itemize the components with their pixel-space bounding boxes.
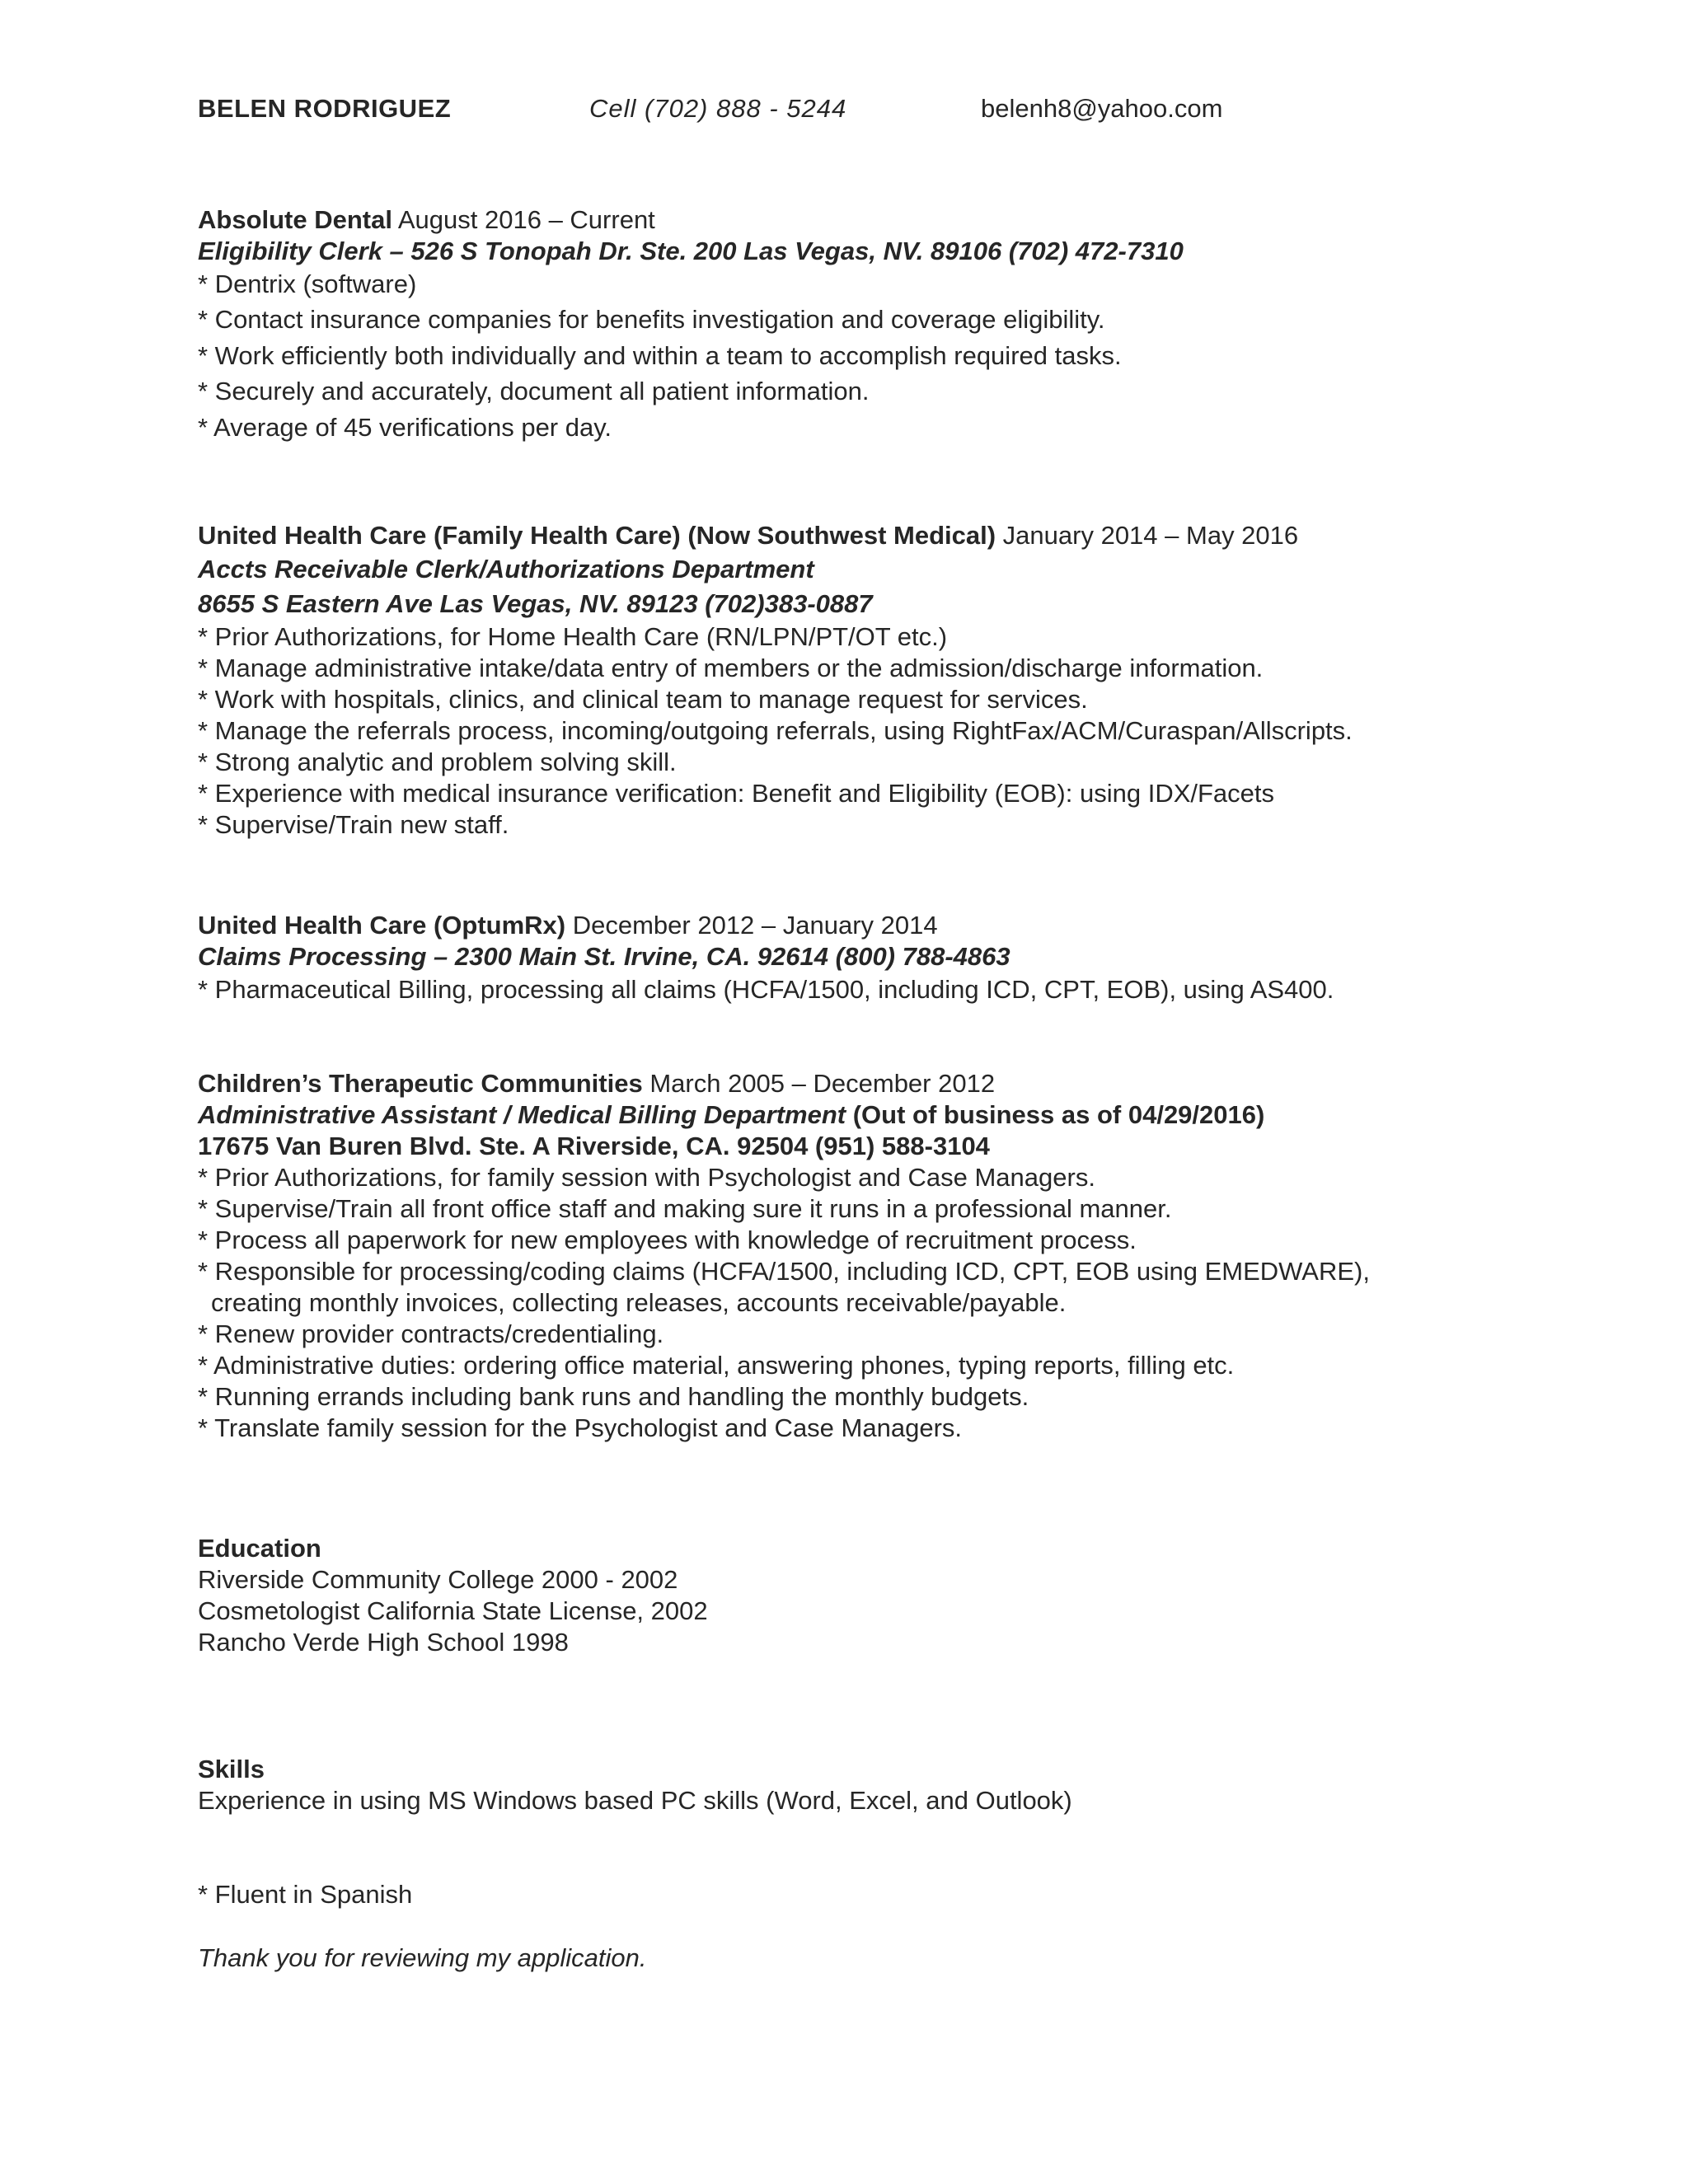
bullet-item: * Prior Authorizations, for family session with Psychologist and Case Managers. — [198, 1163, 1095, 1192]
education-section — [198, 1533, 1500, 1658]
closing-line: Thank you for reviewing my application. — [198, 1943, 647, 1972]
bullet-item: * Dentrix (software) — [198, 269, 417, 298]
company-name: United Health Care (OptumRx) — [198, 911, 566, 940]
bullet-item: * Strong analytic and problem solving skill. — [198, 748, 677, 776]
fluent-language: * Fluent in Spanish — [198, 1880, 413, 1909]
bullet-item: * Prior Authorizations, for Home Health Care (RN/LPN/PT/OT etc.) — [198, 622, 948, 651]
job-address: 17675 Van Buren Blvd. Ste. A Riverside, CA. 92504 (951) 588-3104 — [198, 1132, 990, 1160]
bullet-item: * Administrative duties: ordering office material, answering phones, typing reports, filling etc. — [198, 1351, 1235, 1380]
bullet-item: * Pharmaceutical Billing, processing all claims (HCFA/1500, including ICD, CPT, EOB), using AS400. — [198, 975, 1334, 1004]
bullet-item: * Responsible for processing/coding claims (HCFA/1500, including ICD, CPT, EOB using EMEDWARE), — [198, 1257, 1370, 1286]
business-status: (Out of business as of 04/29/2016) — [846, 1100, 1265, 1129]
bullet-item: * Experience with medical insurance verification: Benefit and Eligibility (EOB): using IDX/Facets — [198, 779, 1275, 808]
contact-header — [198, 94, 1500, 135]
bullet-item: * Securely and accurately, document all patient information. — [198, 377, 870, 405]
cell-phone: Cell (702) 888 - 5244 — [589, 94, 847, 123]
bullet-item: * Average of 45 verifications per day. — [198, 413, 612, 442]
language-skill — [198, 1879, 1500, 1910]
employment-dates: January 2014 – May 2016 — [996, 521, 1299, 550]
education-item: Riverside Community College 2000 - 2002 — [198, 1565, 678, 1594]
job-united-health-care-family — [198, 519, 1500, 841]
education-item: Cosmetologist California State License, 2002 — [198, 1596, 708, 1625]
job-childrens-therapeutic — [198, 1068, 1500, 1444]
job-optumrx — [198, 910, 1500, 1007]
bullet-item: * Contact insurance companies for benefits investigation and coverage eligibility. — [198, 305, 1105, 334]
bullet-item: * Work with hospitals, clinics, and clinical team to manage request for services. — [198, 685, 1088, 714]
bullet-item: * Running errands including bank runs and handling the monthly budgets. — [198, 1382, 1029, 1411]
bullet-item: * Translate family session for the Psychologist and Case Managers. — [198, 1413, 963, 1442]
bullet-item: * Manage administrative intake/data entry of members or the admission/discharge information. — [198, 654, 1264, 682]
company-name: United Health Care (Family Health Care) (Now Southwest Medical) — [198, 521, 996, 550]
email-address: belenh8@yahoo.com — [981, 94, 1223, 123]
job-title: Eligibility Clerk – 526 S Tonopah Dr. Ste. 200 Las Vegas, NV. 89106 (702) 472-7310 — [198, 237, 1184, 265]
skills-text: Experience in using MS Windows based PC skills (Word, Excel, and Outlook) — [198, 1786, 1072, 1815]
section-heading: Skills — [198, 1755, 265, 1783]
job-absolute-dental — [198, 204, 1500, 447]
company-name: Children’s Therapeutic Communities — [198, 1069, 643, 1098]
section-heading: Education — [198, 1534, 321, 1563]
employment-dates: December 2012 – January 2014 — [565, 911, 938, 940]
bullet-item: * Work efficiently both individually and within a team to accomplish required tasks. — [198, 341, 1122, 370]
bullet-item: * Renew provider contracts/credentialing. — [198, 1319, 664, 1348]
job-title: Accts Receivable Clerk/Authorizations Department — [198, 555, 814, 583]
job-title: Claims Processing – 2300 Main St. Irvine, CA. 92614 (800) 788-4863 — [198, 942, 1010, 971]
bullet-item: * Supervise/Train new staff. — [198, 810, 509, 839]
job-title: Administrative Assistant / Medical Billing Department — [198, 1100, 846, 1129]
company-name: Absolute Dental — [198, 205, 392, 234]
employment-dates: August 2016 – Current — [392, 205, 655, 234]
bullet-continuation: creating monthly invoices, collecting releases, accounts receivable/payable. — [211, 1288, 1067, 1317]
bullet-item: * Supervise/Train all front office staff and making sure it runs in a professional manner. — [198, 1194, 1172, 1223]
bullet-item: * Process all paperwork for new employees with knowledge of recruitment process. — [198, 1226, 1137, 1254]
closing-section — [198, 1943, 1500, 1974]
employment-dates: March 2005 – December 2012 — [642, 1069, 996, 1098]
education-item: Rancho Verde High School 1998 — [198, 1628, 569, 1657]
bullet-item: * Manage the referrals process, incoming/outgoing referrals, using RightFax/ACM/Curaspan/Allscripts. — [198, 716, 1353, 745]
job-address: 8655 S Eastern Ave Las Vegas, NV. 89123 (702)383-0887 — [198, 589, 873, 618]
skills-section — [198, 1754, 1500, 1816]
applicant-name: BELEN RODRIGUEZ — [198, 94, 452, 123]
